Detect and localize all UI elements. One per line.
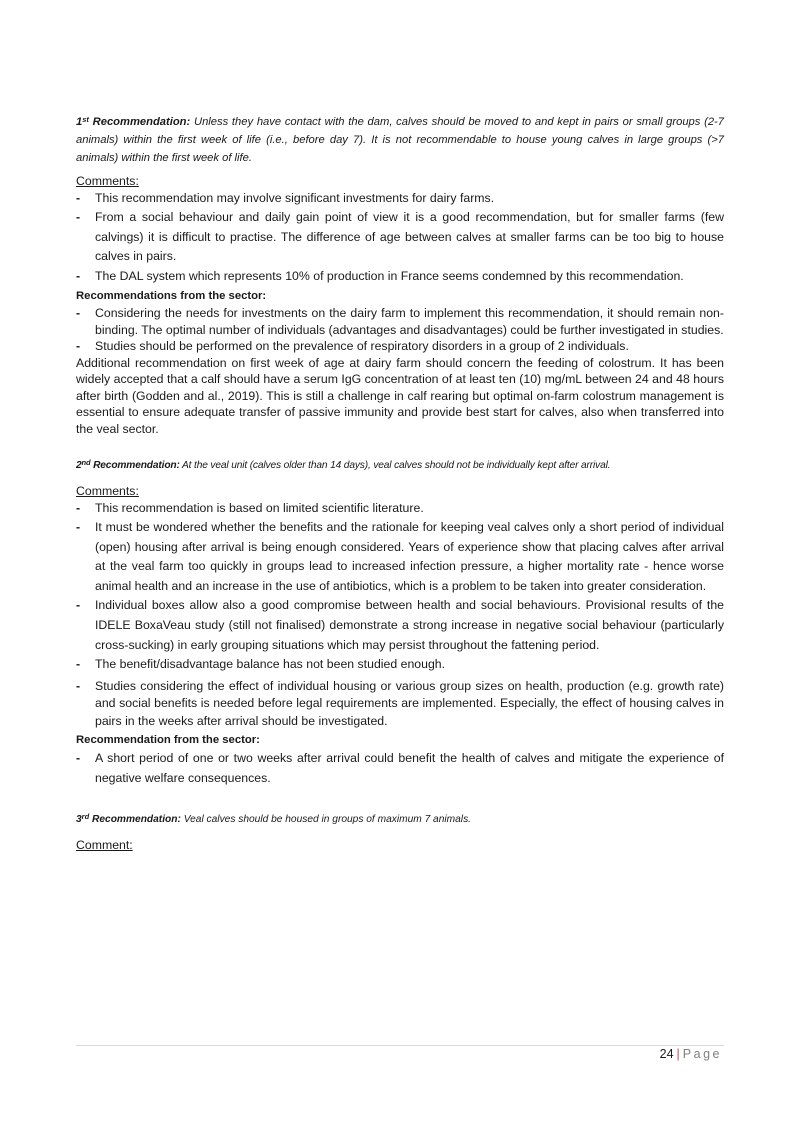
comment-item: - Studies considering the effect of individual housing or various group sizes on health, production (e.g. growth rate) and social benefits is needed before legal requirements are implemented. Especially, the effect of housing calves in pairs in the weeks after arrival should be investigated. xyxy=(76,678,724,731)
sector-heading-2: Recommendation from the sector: xyxy=(76,734,260,747)
comments-list-1 xyxy=(76,189,724,286)
sector-item: - A short period of one or two weeks after arrival could benefit the health of calves and mitigate the experience of negative welfare consequences. xyxy=(76,749,724,788)
recommendation-2-text: At the veal unit (calves older than 14 days), veal calves should not be individually kept after arrival. xyxy=(179,459,611,471)
page-word: Page xyxy=(682,1047,722,1061)
recommendation-3-text: Veal calves should be housed in groups of maximum 7 animals. xyxy=(180,813,471,825)
recommendation-1-label: 1st Recommendation: xyxy=(76,115,191,128)
comment-item: - From a social behaviour and daily gain point of view it is a good recommendation, but for smaller farms (few calvings) it is difficult to practise. The difference of age between calves at smaller farms can be too big to house calves in pairs. xyxy=(76,208,724,266)
recommendation-3-label: 3rd Recommendation: xyxy=(76,811,181,825)
sector-list-1 xyxy=(76,305,724,355)
recommendation-2 xyxy=(76,457,724,475)
additional-recommendation: Additional recommendation on first week of age at dairy farm should concern the feeding of colostrum. It has been widely accepted that a calf should have a serum IgG concentration of at least ten (10) mg/mL between 24 and 48 hours after birth (Godden and al., 2019). This is still a challenge in calf rearing but optimal on-farm colostrum management is essential to ensure adequate transfer of passive immunity and provide best start for calves, also when transferred into the veal sector. xyxy=(76,355,724,436)
comment-item: - It must be wondered whether the benefits and the rationale for keeping veal calves only a short period of individual (open) housing after arrival is being enough considered. Years of experience show that placing calves after arrival at the veal farm too quickly in groups lead to increased infection pressure, a higher mortality rate - hence worse animal health and an increase in the use of antibiotics, which is a problem to be taken into greater consideration. xyxy=(76,518,724,596)
sector-item: - Considering the needs for investments on the dairy farm to implement this recommendation, it should remain non-binding. The optimal number of individuals (advantages and disadvantages) could be further investigated in studies. xyxy=(76,305,724,338)
comment-item: - This recommendation is based on limited scientific literature. xyxy=(76,499,724,519)
page-footer xyxy=(660,1047,722,1061)
page-number: 24 xyxy=(659,1047,674,1061)
sector-item: - Studies should be performed on the prevalence of respiratory disorders in a group of 2 individuals. xyxy=(76,338,724,355)
recommendation-3 xyxy=(76,811,724,829)
comment-item: - The benefit/disadvantage balance has not been studied enough. xyxy=(76,655,724,675)
sector-list-2 xyxy=(76,749,724,788)
comment-item: - The DAL system which represents 10% of production in France seems condemned by this recommendation. xyxy=(76,267,724,286)
footer-divider xyxy=(76,1045,724,1046)
comment-item: - This recommendation may involve significant investments for dairy farms. xyxy=(76,189,724,208)
recommendation-1 xyxy=(76,113,724,167)
comment-item: - Individual boxes allow also a good compromise between health and social behaviours. Provisional results of the IDELE BoxaVeau study (still not finalised) demonstrate a strong increase in negative social behaviour (particularly cross-sucking) in early grouping situations which may persist throughout the fattening period. xyxy=(76,596,724,655)
page-separator: | xyxy=(676,1047,680,1061)
sector-heading-1: Recommendations from the sector: xyxy=(76,290,267,303)
comments-heading-2: Comments: xyxy=(76,483,139,498)
comments-heading-3: Comment: xyxy=(76,837,133,852)
comments-heading-1: Comments: xyxy=(76,174,139,188)
recommendation-1-text: Unless they have contact with the dam, calves should be moved to and kept in pairs or small groups (2-7 animals) within the first week of life (i.e., before day 7). It is not recommendable to house young calves in large groups (>7 animals) within the first week of life. xyxy=(76,116,725,164)
document-body xyxy=(76,113,724,853)
recommendation-2-label: 2nd Recommendation: xyxy=(76,457,180,471)
comments-list-2 xyxy=(76,499,724,731)
